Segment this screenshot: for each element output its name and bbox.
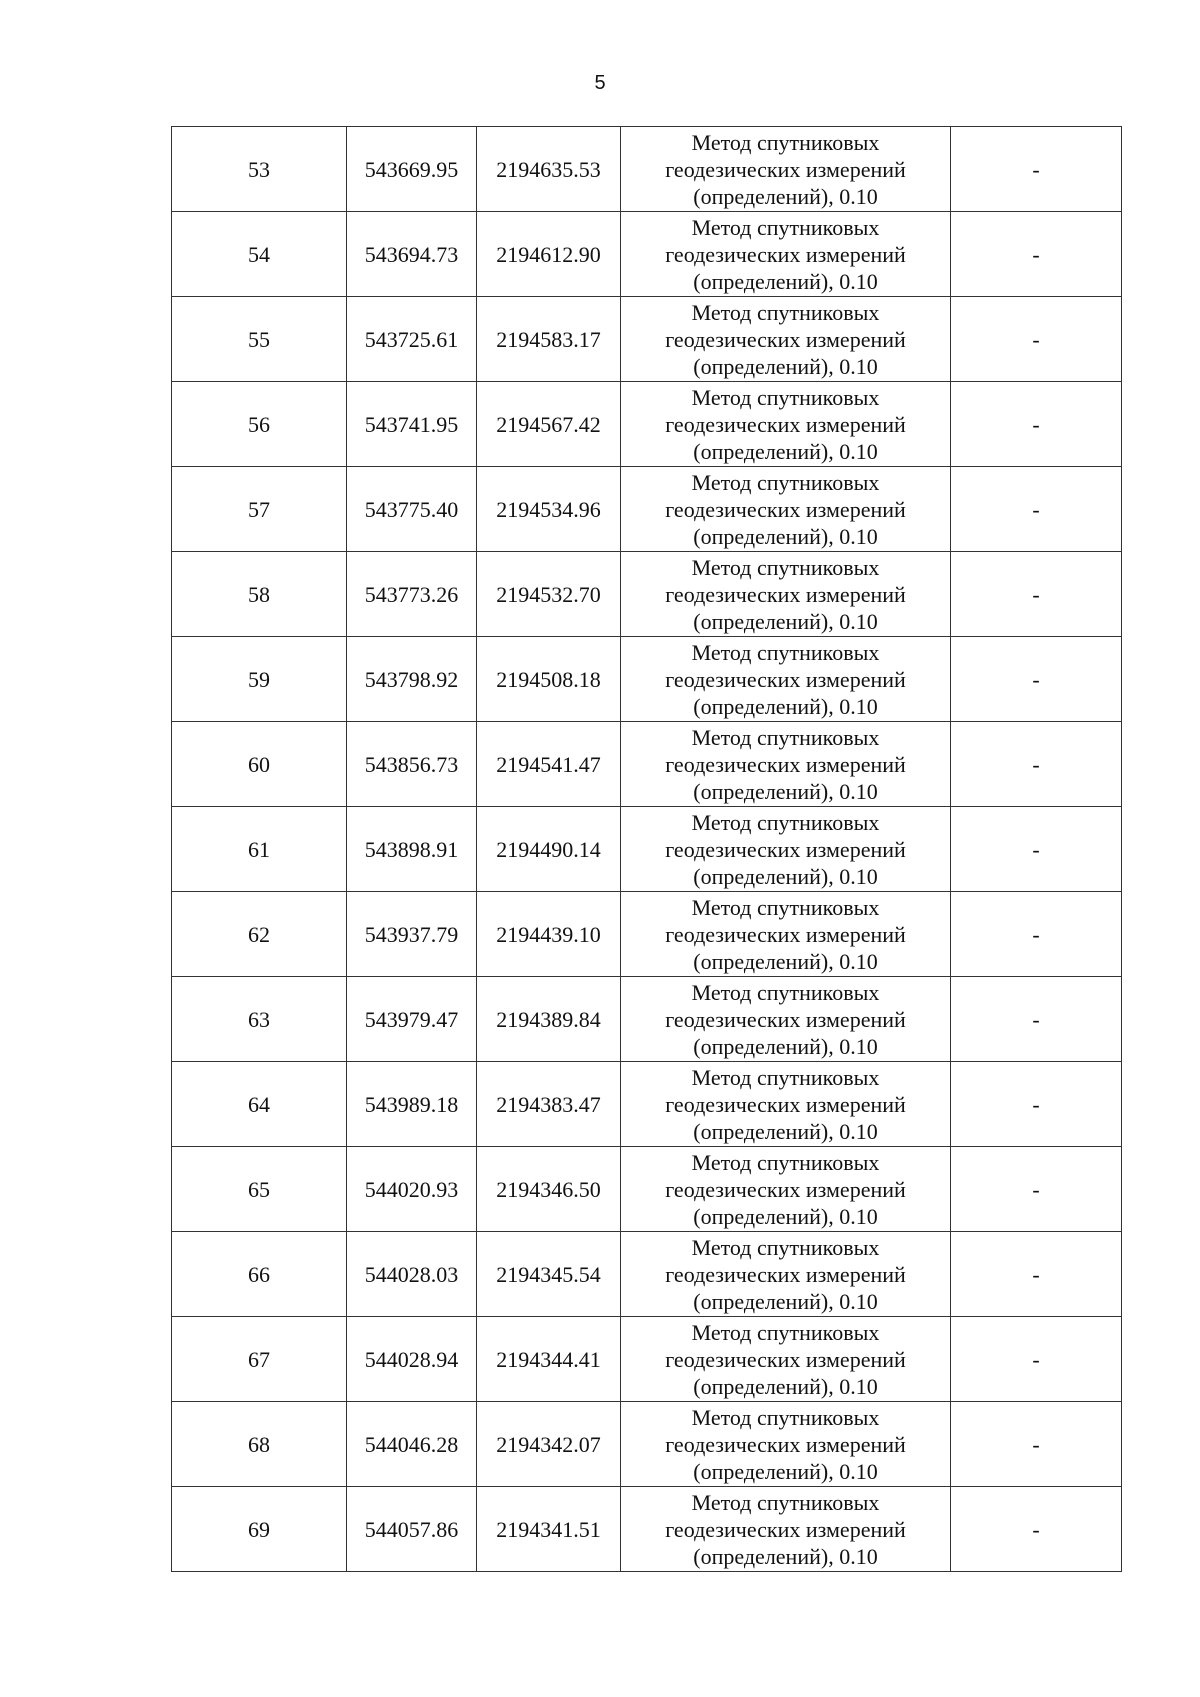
point-number-text: 61 xyxy=(248,836,270,862)
note-text: - xyxy=(1032,496,1040,522)
y-coordinate-cell xyxy=(477,1317,621,1402)
method-text-line: (определений), 0.10 xyxy=(693,863,878,889)
note-cell xyxy=(951,297,1122,382)
method-text-line: (определений), 0.10 xyxy=(693,1373,878,1399)
method-text-line: Метод спутниковых xyxy=(691,1064,880,1090)
coordinates-table-body xyxy=(172,127,1122,1572)
table-row xyxy=(172,807,1122,892)
note-text: - xyxy=(1032,1431,1040,1457)
point-number-cell xyxy=(172,892,347,977)
x-coordinate-text: 543773.26 xyxy=(364,581,459,607)
point-number-text: 64 xyxy=(248,1091,270,1117)
method-text-line: (определений), 0.10 xyxy=(693,353,878,379)
y-coordinate-text: 2194342.07 xyxy=(496,1431,601,1457)
method-text-line: (определений), 0.10 xyxy=(693,1458,878,1484)
note-cell xyxy=(951,212,1122,297)
method-text-line: (определений), 0.10 xyxy=(693,268,878,294)
point-number-cell xyxy=(172,467,347,552)
method-text-line: Метод спутниковых xyxy=(691,214,880,240)
note-text: - xyxy=(1032,241,1040,267)
method-text-line: геодезических измерений xyxy=(665,1346,906,1372)
method-text-line: Метод спутниковых xyxy=(691,384,880,410)
method-text-line: (определений), 0.10 xyxy=(693,1543,878,1569)
method-text-line: Метод спутниковых xyxy=(691,809,880,835)
y-coordinate-cell xyxy=(477,1487,621,1572)
table-row xyxy=(172,297,1122,382)
y-coordinate-cell xyxy=(477,127,621,212)
method-text-line: (определений), 0.10 xyxy=(693,183,878,209)
method-text-line: (определений), 0.10 xyxy=(693,608,878,634)
method-text-line: Метод спутниковых xyxy=(691,299,880,325)
x-coordinate-text: 543775.40 xyxy=(364,496,459,522)
method-cell xyxy=(621,552,951,637)
x-coordinate-cell xyxy=(347,1062,477,1147)
coordinates-table xyxy=(171,126,1122,1572)
y-coordinate-cell xyxy=(477,212,621,297)
x-coordinate-cell xyxy=(347,1232,477,1317)
note-text: - xyxy=(1032,751,1040,777)
x-coordinate-cell xyxy=(347,382,477,467)
method-text-line: (определений), 0.10 xyxy=(693,1288,878,1314)
point-number-text: 55 xyxy=(248,326,270,352)
point-number-cell xyxy=(172,722,347,807)
x-coordinate-cell xyxy=(347,892,477,977)
method-cell xyxy=(621,722,951,807)
method-text-line: (определений), 0.10 xyxy=(693,778,878,804)
method-text-line: геодезических измерений xyxy=(665,666,906,692)
y-coordinate-cell xyxy=(477,467,621,552)
method-text-line: геодезических измерений xyxy=(665,241,906,267)
y-coordinate-text: 2194635.53 xyxy=(496,156,601,182)
method-text-line: Метод спутниковых xyxy=(691,554,880,580)
method-cell xyxy=(621,297,951,382)
method-text-line: (определений), 0.10 xyxy=(693,523,878,549)
y-coordinate-text: 2194534.96 xyxy=(496,496,601,522)
point-number-cell xyxy=(172,1232,347,1317)
table-row xyxy=(172,722,1122,807)
y-coordinate-text: 2194345.54 xyxy=(496,1261,601,1287)
method-text-line: Метод спутниковых xyxy=(691,1489,880,1515)
method-text-line: (определений), 0.10 xyxy=(693,693,878,719)
x-coordinate-cell xyxy=(347,467,477,552)
method-text-line: (определений), 0.10 xyxy=(693,1203,878,1229)
point-number-text: 63 xyxy=(248,1006,270,1032)
y-coordinate-cell xyxy=(477,552,621,637)
table-row xyxy=(172,1402,1122,1487)
table-row xyxy=(172,637,1122,722)
x-coordinate-text: 544057.86 xyxy=(364,1516,459,1542)
point-number-text: 59 xyxy=(248,666,270,692)
point-number-text: 69 xyxy=(248,1516,270,1542)
note-text: - xyxy=(1032,1176,1040,1202)
note-cell xyxy=(951,637,1122,722)
method-cell xyxy=(621,807,951,892)
note-cell xyxy=(951,1147,1122,1232)
note-text: - xyxy=(1032,326,1040,352)
note-text: - xyxy=(1032,581,1040,607)
method-text-line: геодезических измерений xyxy=(665,836,906,862)
method-text-line: геодезических измерений xyxy=(665,156,906,182)
point-number-text: 53 xyxy=(248,156,270,182)
point-number-text: 66 xyxy=(248,1261,270,1287)
method-cell xyxy=(621,1487,951,1572)
table-row xyxy=(172,892,1122,977)
x-coordinate-text: 544046.28 xyxy=(364,1431,459,1457)
point-number-text: 57 xyxy=(248,496,270,522)
note-text: - xyxy=(1032,1091,1040,1117)
point-number-cell xyxy=(172,637,347,722)
x-coordinate-text: 544028.03 xyxy=(364,1261,459,1287)
y-coordinate-text: 2194567.42 xyxy=(496,411,601,437)
x-coordinate-text: 543694.73 xyxy=(364,241,459,267)
x-coordinate-cell xyxy=(347,807,477,892)
point-number-cell xyxy=(172,1317,347,1402)
point-number-cell xyxy=(172,977,347,1062)
y-coordinate-text: 2194541.47 xyxy=(496,751,601,777)
note-text: - xyxy=(1032,666,1040,692)
table-row xyxy=(172,1487,1122,1572)
method-text-line: Метод спутниковых xyxy=(691,979,880,1005)
note-cell xyxy=(951,722,1122,807)
y-coordinate-cell xyxy=(477,297,621,382)
y-coordinate-cell xyxy=(477,1147,621,1232)
y-coordinate-text: 2194341.51 xyxy=(496,1516,601,1542)
note-cell xyxy=(951,127,1122,212)
table-row xyxy=(172,552,1122,637)
y-coordinate-text: 2194612.90 xyxy=(496,241,601,267)
x-coordinate-text: 543898.91 xyxy=(364,836,459,862)
point-number-text: 56 xyxy=(248,411,270,437)
method-text-line: (определений), 0.10 xyxy=(693,948,878,974)
note-cell xyxy=(951,1062,1122,1147)
method-cell xyxy=(621,1317,951,1402)
point-number-cell xyxy=(172,1062,347,1147)
note-text: - xyxy=(1032,921,1040,947)
method-text-line: Метод спутниковых xyxy=(691,1149,880,1175)
y-coordinate-text: 2194383.47 xyxy=(496,1091,601,1117)
y-coordinate-cell xyxy=(477,1402,621,1487)
note-cell xyxy=(951,382,1122,467)
x-coordinate-text: 543741.95 xyxy=(364,411,459,437)
x-coordinate-cell xyxy=(347,637,477,722)
table-row xyxy=(172,1232,1122,1317)
x-coordinate-text: 543989.18 xyxy=(364,1091,459,1117)
point-number-text: 54 xyxy=(248,241,270,267)
table-row xyxy=(172,1062,1122,1147)
method-text-line: геодезических измерений xyxy=(665,1431,906,1457)
y-coordinate-cell xyxy=(477,892,621,977)
method-cell xyxy=(621,467,951,552)
table-row xyxy=(172,127,1122,212)
y-coordinate-text: 2194508.18 xyxy=(496,666,601,692)
note-cell xyxy=(951,892,1122,977)
y-coordinate-text: 2194532.70 xyxy=(496,581,601,607)
note-text: - xyxy=(1032,156,1040,182)
table-row xyxy=(172,212,1122,297)
x-coordinate-cell xyxy=(347,127,477,212)
method-text-line: геодезических измерений xyxy=(665,496,906,522)
table-row xyxy=(172,1147,1122,1232)
point-number-cell xyxy=(172,127,347,212)
method-text-line: геодезических измерений xyxy=(665,1006,906,1032)
y-coordinate-text: 2194389.84 xyxy=(496,1006,601,1032)
method-cell xyxy=(621,382,951,467)
point-number-text: 58 xyxy=(248,581,270,607)
method-cell xyxy=(621,212,951,297)
method-text-line: Метод спутниковых xyxy=(691,894,880,920)
y-coordinate-text: 2194346.50 xyxy=(496,1176,601,1202)
note-text: - xyxy=(1032,1261,1040,1287)
table-row xyxy=(172,382,1122,467)
point-number-text: 67 xyxy=(248,1346,270,1372)
method-cell xyxy=(621,1232,951,1317)
x-coordinate-cell xyxy=(347,1487,477,1572)
note-cell xyxy=(951,1402,1122,1487)
table-row xyxy=(172,977,1122,1062)
page-number: 5 xyxy=(594,72,606,94)
x-coordinate-cell xyxy=(347,1147,477,1232)
point-number-cell xyxy=(172,212,347,297)
point-number-cell xyxy=(172,1147,347,1232)
x-coordinate-cell xyxy=(347,722,477,807)
x-coordinate-text: 543856.73 xyxy=(364,751,459,777)
method-text-line: геодезических измерений xyxy=(665,411,906,437)
method-cell xyxy=(621,1402,951,1487)
table-row xyxy=(172,467,1122,552)
y-coordinate-text: 2194583.17 xyxy=(496,326,601,352)
method-cell xyxy=(621,1062,951,1147)
point-number-cell xyxy=(172,382,347,467)
y-coordinate-cell xyxy=(477,1062,621,1147)
method-text-line: Метод спутниковых xyxy=(691,1404,880,1430)
note-cell xyxy=(951,467,1122,552)
note-cell xyxy=(951,807,1122,892)
method-text-line: (определений), 0.10 xyxy=(693,1118,878,1144)
method-text-line: Метод спутниковых xyxy=(691,724,880,750)
note-text: - xyxy=(1032,1516,1040,1542)
y-coordinate-cell xyxy=(477,807,621,892)
x-coordinate-cell xyxy=(347,977,477,1062)
x-coordinate-text: 543725.61 xyxy=(364,326,459,352)
x-coordinate-text: 543669.95 xyxy=(364,156,459,182)
method-text-line: (определений), 0.10 xyxy=(693,1033,878,1059)
note-cell xyxy=(951,1487,1122,1572)
y-coordinate-cell xyxy=(477,637,621,722)
method-text-line: геодезических измерений xyxy=(665,1091,906,1117)
x-coordinate-text: 543979.47 xyxy=(364,1006,459,1032)
x-coordinate-text: 544028.94 xyxy=(364,1346,459,1372)
point-number-cell xyxy=(172,552,347,637)
x-coordinate-cell xyxy=(347,212,477,297)
point-number-text: 68 xyxy=(248,1431,270,1457)
method-text-line: Метод спутниковых xyxy=(691,129,880,155)
note-text: - xyxy=(1032,836,1040,862)
method-text-line: Метод спутниковых xyxy=(691,1234,880,1260)
point-number-cell xyxy=(172,807,347,892)
x-coordinate-text: 544020.93 xyxy=(364,1176,459,1202)
x-coordinate-cell xyxy=(347,1402,477,1487)
method-cell xyxy=(621,637,951,722)
note-text: - xyxy=(1032,1006,1040,1032)
point-number-cell xyxy=(172,297,347,382)
method-text-line: геодезических измерений xyxy=(665,921,906,947)
point-number-cell xyxy=(172,1402,347,1487)
note-text: - xyxy=(1032,411,1040,437)
method-text-line: геодезических измерений xyxy=(665,326,906,352)
x-coordinate-cell xyxy=(347,552,477,637)
x-coordinate-text: 543937.79 xyxy=(364,921,459,947)
y-coordinate-text: 2194344.41 xyxy=(496,1346,601,1372)
method-cell xyxy=(621,892,951,977)
point-number-cell xyxy=(172,1487,347,1572)
x-coordinate-text: 543798.92 xyxy=(364,666,459,692)
note-cell xyxy=(951,552,1122,637)
method-text-line: Метод спутниковых xyxy=(691,639,880,665)
method-text-line: (определений), 0.10 xyxy=(693,438,878,464)
method-text-line: геодезических измерений xyxy=(665,1516,906,1542)
note-cell xyxy=(951,977,1122,1062)
method-text-line: Метод спутниковых xyxy=(691,469,880,495)
note-text: - xyxy=(1032,1346,1040,1372)
y-coordinate-cell xyxy=(477,382,621,467)
method-text-line: геодезических измерений xyxy=(665,581,906,607)
y-coordinate-text: 2194439.10 xyxy=(496,921,601,947)
point-number-text: 60 xyxy=(248,751,270,777)
y-coordinate-cell xyxy=(477,722,621,807)
table-row xyxy=(172,1317,1122,1402)
point-number-text: 65 xyxy=(248,1176,270,1202)
method-cell xyxy=(621,977,951,1062)
method-cell xyxy=(621,127,951,212)
y-coordinate-cell xyxy=(477,1232,621,1317)
method-text-line: геодезических измерений xyxy=(665,1176,906,1202)
y-coordinate-text: 2194490.14 xyxy=(496,836,601,862)
note-cell xyxy=(951,1317,1122,1402)
note-cell xyxy=(951,1232,1122,1317)
method-text-line: Метод спутниковых xyxy=(691,1319,880,1345)
x-coordinate-cell xyxy=(347,297,477,382)
method-cell xyxy=(621,1147,951,1232)
method-text-line: геодезических измерений xyxy=(665,751,906,777)
x-coordinate-cell xyxy=(347,1317,477,1402)
point-number-text: 62 xyxy=(248,921,270,947)
method-text-line: геодезических измерений xyxy=(665,1261,906,1287)
y-coordinate-cell xyxy=(477,977,621,1062)
